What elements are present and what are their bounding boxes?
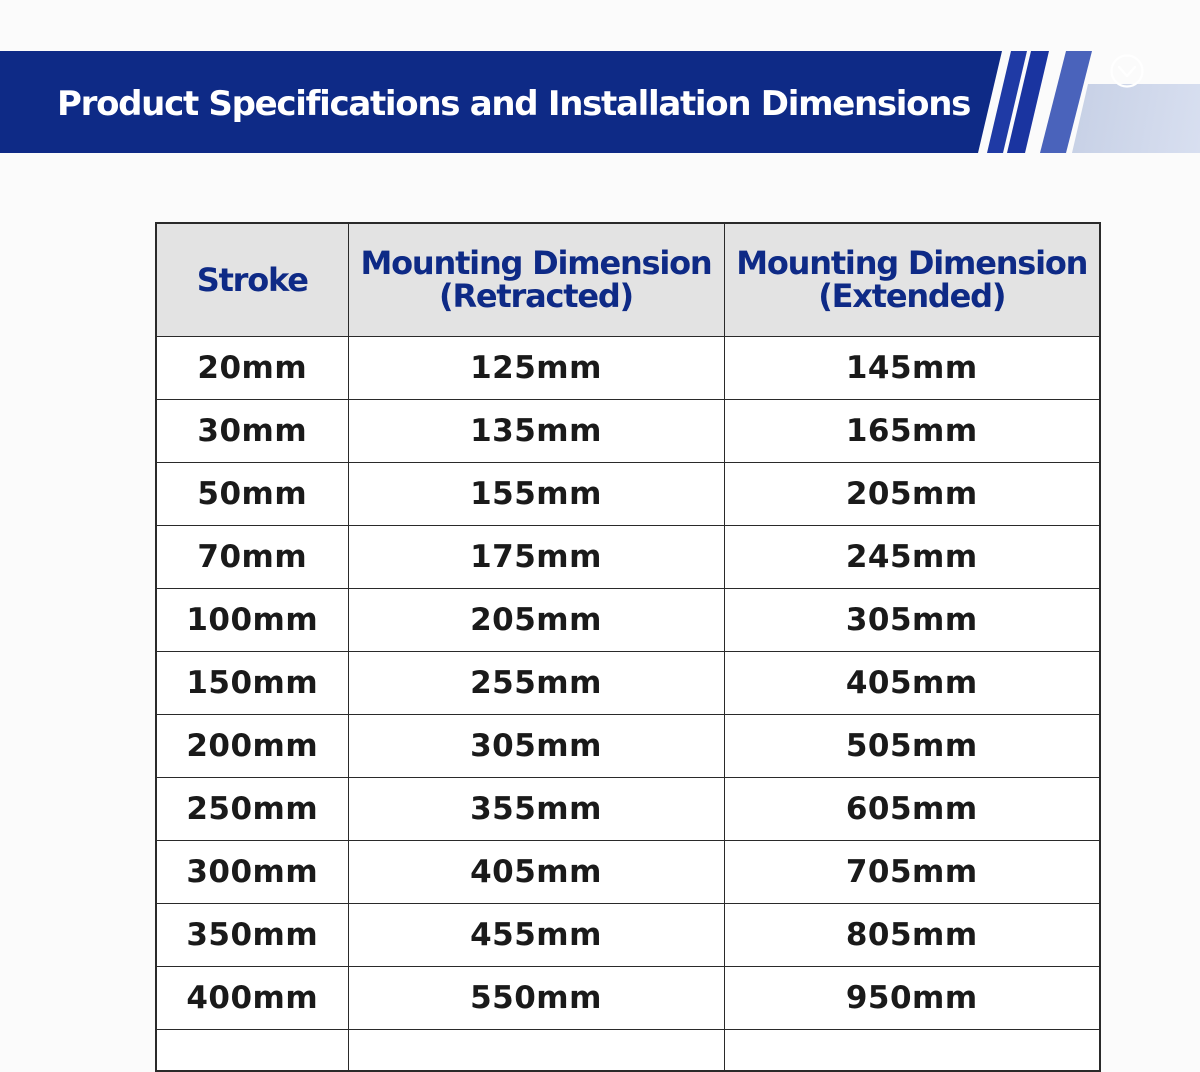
column-header-sublabel: (Extended) (818, 277, 1006, 315)
stroke-cell: 20mm (156, 337, 348, 400)
table-row (156, 715, 1100, 778)
specifications-table (155, 222, 1101, 1072)
column-header-label: Mounting Dimension (736, 244, 1088, 282)
extended-cell: 405mm (724, 652, 1100, 715)
chevron-down-circle-icon[interactable] (1110, 54, 1144, 88)
stroke-cell: 150mm (156, 652, 348, 715)
extended-cell: 305mm (724, 589, 1100, 652)
table-row (156, 967, 1100, 1030)
stroke-cell: 300mm (156, 841, 348, 904)
stroke-cell: 50mm (156, 463, 348, 526)
column-header-label: Stroke (196, 260, 308, 299)
extended-cell: 805mm (724, 904, 1100, 967)
retracted-cell: 305mm (348, 715, 724, 778)
stroke-cell: 400mm (156, 967, 348, 1030)
table-row (156, 904, 1100, 967)
retracted-cell: 455mm (348, 904, 724, 967)
retracted-cell (348, 1030, 724, 1072)
stroke-cell: 350mm (156, 904, 348, 967)
table-header (156, 223, 1100, 337)
stroke-cell: 30mm (156, 400, 348, 463)
stroke-cell: 250mm (156, 778, 348, 841)
extended-cell: 505mm (724, 715, 1100, 778)
extended-cell: 145mm (724, 337, 1100, 400)
extended-cell: 165mm (724, 400, 1100, 463)
retracted-cell: 405mm (348, 841, 724, 904)
retracted-cell: 550mm (348, 967, 724, 1030)
extended-cell: 705mm (724, 841, 1100, 904)
table-row (156, 652, 1100, 715)
retracted-cell: 135mm (348, 400, 724, 463)
column-header-retracted (348, 223, 724, 337)
stroke-cell: 200mm (156, 715, 348, 778)
retracted-cell: 175mm (348, 526, 724, 589)
table-row (156, 526, 1100, 589)
extended-cell: 605mm (724, 778, 1100, 841)
retracted-cell: 125mm (348, 337, 724, 400)
extended-cell: 950mm (724, 967, 1100, 1030)
column-header-stroke (156, 223, 348, 337)
stroke-cell: 70mm (156, 526, 348, 589)
stroke-cell: 100mm (156, 589, 348, 652)
extended-cell: 245mm (724, 526, 1100, 589)
table-row (156, 400, 1100, 463)
table-row (156, 463, 1100, 526)
table-row (156, 778, 1100, 841)
stroke-cell (156, 1030, 348, 1072)
retracted-cell: 355mm (348, 778, 724, 841)
column-header-label: Mounting Dimension (360, 244, 712, 282)
retracted-cell: 155mm (348, 463, 724, 526)
column-header-sublabel: (Retracted) (439, 277, 633, 315)
table-row (156, 841, 1100, 904)
table-row (156, 337, 1100, 400)
table-header-row (156, 223, 1100, 337)
table-row-partial (156, 1030, 1100, 1072)
extended-cell: 205mm (724, 463, 1100, 526)
header-banner (0, 51, 1200, 153)
retracted-cell: 255mm (348, 652, 724, 715)
extended-cell (724, 1030, 1100, 1072)
page-title: Product Specifications and Installation Dimensions (57, 84, 971, 124)
column-header-extended (724, 223, 1100, 337)
retracted-cell: 205mm (348, 589, 724, 652)
table-row (156, 589, 1100, 652)
